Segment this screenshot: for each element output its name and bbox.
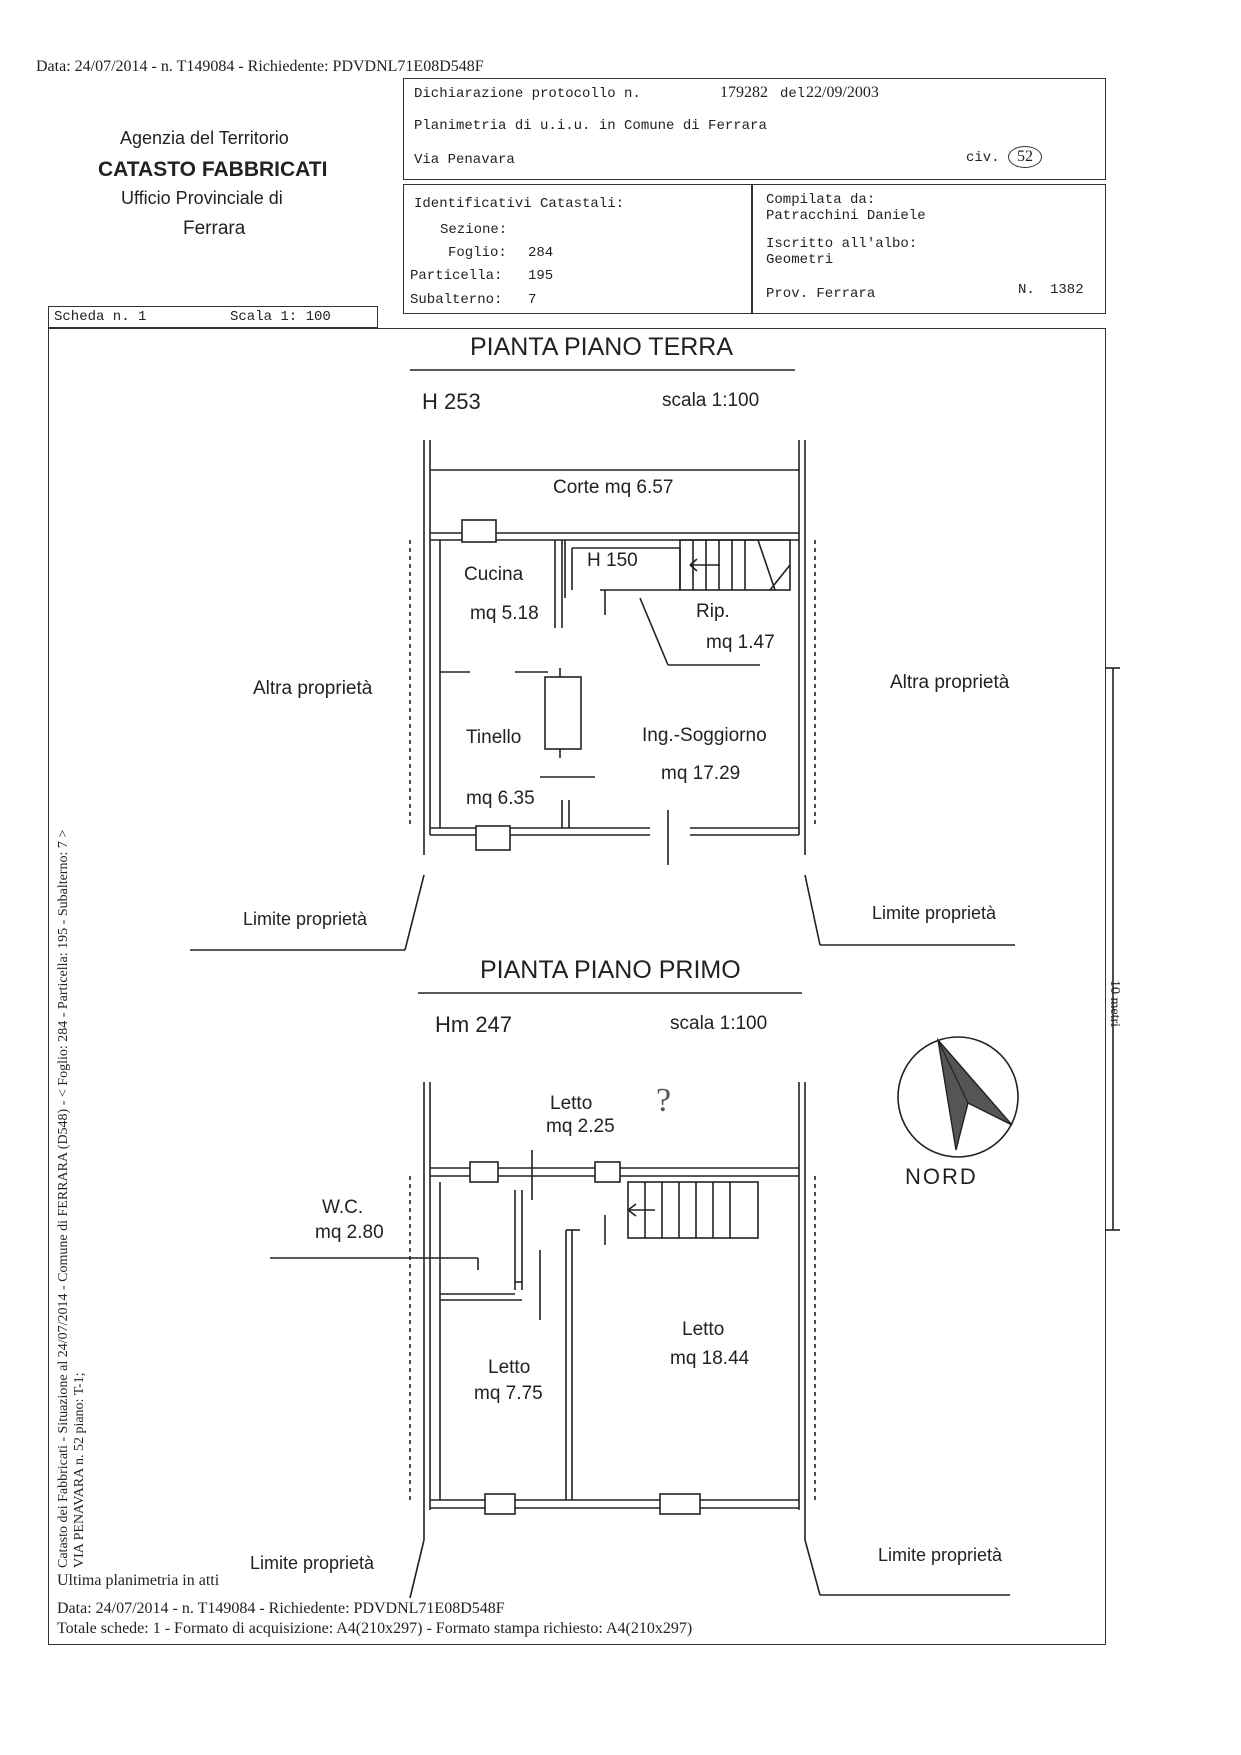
limite-proprieta-ground-left: Limite proprietà (243, 909, 368, 929)
letto-mid-label: Letto (488, 1357, 531, 1378)
civ-label: civ. (966, 150, 1000, 166)
top-request-line: Data: 24/07/2014 - n. T149084 - Richiedente: PDVDNL71E08D548F (36, 58, 484, 75)
office-line: Ufficio Provinciale di (121, 188, 283, 208)
iscritto-value: Geometri (766, 252, 834, 268)
letto-big-label: Letto (682, 1319, 725, 1340)
ground-floor-title: PIANTA PIANO TERRA (470, 333, 734, 361)
letto-small-label: Letto (550, 1093, 593, 1114)
street-name: Via Penavara (414, 152, 515, 168)
foglio-label: Foglio: (448, 245, 507, 261)
letto-small-area: mq 2.25 (546, 1116, 615, 1137)
first-floor-height: Hm 247 (435, 1012, 513, 1037)
prov-label: Prov. Ferrara (766, 286, 876, 302)
compass-label: NORD (905, 1164, 978, 1189)
n-value: 1382 (1050, 282, 1084, 298)
office-city: Ferrara (183, 218, 246, 239)
limite-proprieta-ground-right: Limite proprietà (872, 903, 997, 923)
declaration-date-label: del (780, 86, 806, 102)
limite-proprieta-first-left: Limite proprietà (250, 1553, 375, 1573)
declaration-label: Dichiarazione protocollo n. (414, 86, 641, 102)
tinello-area: mq 6.35 (466, 788, 535, 809)
tinello-label: Tinello (466, 727, 522, 748)
first-floor-title: PIANTA PIANO PRIMO (480, 956, 741, 984)
agency-name: Agenzia del Territorio (120, 128, 289, 148)
rip-area: mq 1.47 (706, 632, 775, 653)
compilata-label: Compilata da: (766, 192, 876, 208)
altra-proprieta-left: Altra proprietà (253, 678, 373, 699)
ident-title: Identificativi Catastali: (414, 196, 625, 212)
limite-proprieta-first-right: Limite proprietà (878, 1545, 1003, 1565)
cucina-area: mq 5.18 (470, 603, 539, 624)
h150-label: H 150 (587, 550, 638, 571)
wc-label: W.C. (322, 1197, 364, 1218)
foglio-value: 284 (528, 245, 554, 261)
soggiorno-label: Ing.-Soggiorno (642, 725, 767, 746)
catasto-title: CATASTO FABBRICATI (98, 158, 328, 181)
sezione-label: Sezione: (440, 222, 508, 238)
ground-floor-scale: scala 1:100 (662, 390, 760, 411)
declaration-number: 179282 (720, 84, 768, 101)
compilata-value: Patracchini Daniele (766, 208, 926, 224)
subalterno-value: 7 (528, 292, 537, 308)
cucina-label: Cucina (464, 564, 524, 585)
planimetry-line: Planimetria di u.i.u. in Comune di Ferrara (414, 118, 767, 134)
scale-bar-label: 10 metri (1107, 980, 1122, 1028)
civ-number: 52 (1008, 146, 1042, 168)
declaration-date: 22/09/2003 (806, 84, 879, 101)
altra-proprieta-right: Altra proprietà (890, 672, 1010, 693)
iscritto-label: Iscritto all'albo: (766, 236, 918, 252)
wc-area: mq 2.80 (315, 1222, 384, 1243)
letto-mid-area: mq 7.75 (474, 1383, 543, 1404)
ultima-planimetria: Ultima planimetria in atti (57, 1572, 220, 1589)
side-address-line: VIA PENAVARA n. 52 piano: T-1; (72, 1372, 87, 1568)
ground-floor-height: H 253 (422, 389, 481, 414)
rip-label: Rip. (696, 601, 730, 622)
particella-label: Particella: (410, 268, 503, 284)
scala-label: Scala 1: 100 (230, 309, 331, 325)
letto-big-area: mq 18.44 (670, 1348, 750, 1369)
subalterno-label: Subalterno: (410, 292, 503, 308)
corte-label: Corte mq 6.57 (553, 477, 674, 498)
side-cadastre-line: Catasto dei Fabbricati - Situazione al 24/07/2014 - Comune di FERRARA (D548) - < Foglio: 284 - Particella: 195 - Subalterno: 7 > (56, 829, 71, 1568)
question-mark: ? (656, 1082, 672, 1119)
n-label: N. (1018, 282, 1035, 298)
first-floor-scale: scala 1:100 (670, 1013, 768, 1034)
footer-request-line: Data: 24/07/2014 - n. T149084 - Richiedente: PDVDNL71E08D548F (57, 1600, 505, 1617)
north-arrow-icon (938, 1040, 1012, 1150)
footer-format-line: Totale schede: 1 - Formato di acquisizione: A4(210x297) - Formato stampa richiesto: A4(210x297) (57, 1620, 693, 1637)
particella-value: 195 (528, 268, 554, 284)
soggiorno-area: mq 17.29 (661, 763, 741, 784)
scheda-label: Scheda n. 1 (54, 309, 147, 325)
